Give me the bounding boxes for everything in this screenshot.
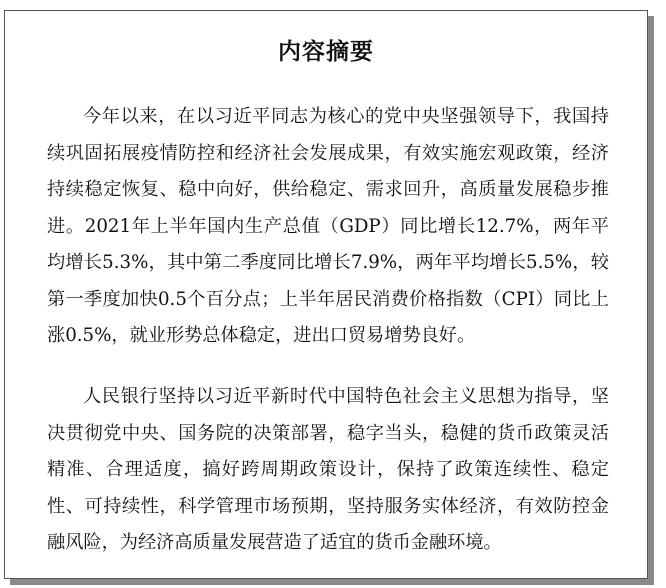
summary-box bbox=[4, 10, 648, 579]
summary-title: 内容摘要 bbox=[278, 39, 374, 65]
summary-paragraph-2: 人民银行坚持以习近平新时代中国特色社会主义思想为指导，坚决贯彻党中央、国务院的决策部署，稳字当头，稳健的货币政策灵活精准、合理适度，搞好跨周期政策设计，保持了政策连续性、稳定性、可持续性，科学管理市场预期，坚持服务实体经济，有效防控金融风险，为经济高质量发展营造了适宜的货币金融环境。 bbox=[47, 386, 609, 553]
summary-paragraph-1: 今年以来，在以习近平同志为核心的党中央坚强领导下，我国持续巩固拓展疫情防控和经济社会发展成果，有效实施宏观政策，经济持续稳定恢复、稳中向好，供给稳定、需求回升，高质量发展稳步推进。2021年上半年国内生产总值（GDP）同比增长12.7%，两年平均增长5.3%，其中第二季度同比增长7.9%，两年平均增长5.5%，较第一季度加快0.5个百分点；上半年居民消费价格指数（CPI）同比上涨0.5%，就业形势总体稳定，进出口贸易增势良好。 bbox=[47, 106, 609, 346]
